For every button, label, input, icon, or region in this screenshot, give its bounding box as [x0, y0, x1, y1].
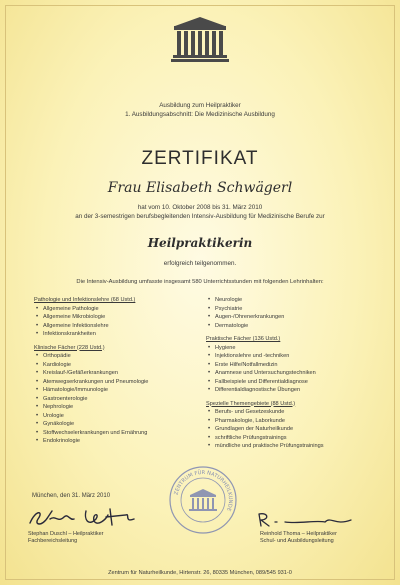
list-item: • Atemwegserkrankungen und Pneumologie — [34, 378, 209, 387]
list-item: • Allgemeine Pathologie — [34, 305, 209, 314]
header-line2: 1. Ausbildungsabschnitt: Die Medizinische Ausbildung — [125, 111, 275, 118]
list-item: • schriftliche Prüfungstrainings — [206, 434, 381, 443]
header-line1: Ausbildung zum Heilpraktiker — [159, 102, 241, 109]
signature-left — [26, 505, 141, 531]
signer-right-role: Schul- und Ausbildungsleitung — [260, 538, 334, 544]
list-item: • Hygiene — [206, 344, 381, 353]
list-item: • Endokrinologie — [34, 437, 209, 446]
list-item: • Pharmakologie, Laborkunde — [206, 417, 381, 426]
profession-title: Heilpraktikerin — [147, 236, 253, 250]
practical-list — [206, 344, 381, 395]
list-item: • Stoffwechselerkrankungen und Ernährung — [34, 429, 209, 438]
list-item: • Berufs- und Gesetzeskunde — [206, 408, 381, 417]
result-text: erfolgreich teilgenommen. — [163, 260, 237, 267]
clinical-list — [34, 352, 209, 446]
signer-left-name: Stephan Duschl – Heilpraktiker — [28, 531, 104, 537]
list-item: • Dermatologie — [206, 322, 381, 331]
list-item: • Hämatologie/Immunologie — [34, 386, 209, 395]
list-item: • Differentialdiagnostische Übungen — [206, 386, 381, 395]
curriculum-left-column — [34, 296, 209, 451]
section-heading-clinical: Klinische Fächer (228 Ustd.) — [34, 344, 105, 351]
list-item: • Allgemeine Infektionslehre — [34, 322, 209, 331]
certificate-title: ZERTIFIKAT — [141, 148, 259, 169]
seal-text: ZENTRUM FÜR NATURHEILKUNDE — [173, 469, 234, 512]
list-item: • Kreislauf-/Gefäßerkrankungen — [34, 369, 209, 378]
signer-right-name: Reinhold Thoma – Heilpraktiker — [260, 531, 337, 537]
list-item: • Grundlagen der Naturheilkunde — [206, 425, 381, 434]
list-item: • Infektionskrankheiten — [34, 330, 209, 339]
list-item: • Nephrologie — [34, 403, 209, 412]
section-heading-special: Spezielle Themengebiete (88 Ustd.) — [206, 400, 296, 407]
recipient-name: Frau Elisabeth Schwägerl — [107, 180, 293, 196]
section-heading-pathology: Pathologie und Infektionslehre (68 Ustd.) — [34, 297, 136, 303]
list-item: • Injektionslehre und -techniken — [206, 352, 381, 361]
section-heading-practical: Praktische Fächer (136 Ustd.) — [206, 336, 281, 342]
list-item: • Gynäkologie — [34, 420, 209, 429]
place-date: München, den 31. März 2010 — [32, 493, 111, 499]
scope-text: Die Intensiv-Ausbildung umfasste insgesamt 580 Unterrichtsstunden mit folgenden Lehrinhalten: — [76, 279, 324, 285]
pathology-list — [34, 305, 209, 339]
list-item: • Erste Hilfe/Notfallmedizin — [206, 361, 381, 370]
seal-temple-icon — [189, 489, 217, 511]
curriculum-right-column — [206, 296, 381, 456]
participation-period: hat vom 10. Oktober 2008 bis 31. März 2010 — [137, 204, 263, 211]
list-item: • Fallbeispiele und Differentialdiagnose — [206, 378, 381, 387]
clinical-continued-list — [206, 296, 381, 330]
list-item: • Psychiatrie — [206, 305, 381, 314]
list-item: • mündliche und praktische Prüfungstrainings — [206, 442, 381, 451]
school-seal — [168, 465, 238, 535]
special-list — [206, 408, 381, 451]
list-item: • Anamnese und Untersuchungstechniken — [206, 369, 381, 378]
list-item: • Allgemeine Mikrobiologie — [34, 313, 209, 322]
list-item: • Neurologie — [206, 296, 381, 305]
list-item: • Orthopädie — [34, 352, 209, 361]
participation-program: an der 3-semestrigen berufsbegleitenden Intensiv-Ausbildung für Medizinische Berufe zur — [75, 213, 325, 220]
signature-right — [255, 510, 355, 530]
signer-left-role: Fachbereichsleitung — [28, 538, 78, 544]
list-item: • Kardiologie — [34, 361, 209, 370]
list-item: • Gastroenterologie — [34, 395, 209, 404]
temple-logo-icon — [171, 14, 229, 64]
footer-address: Zentrum für Naturheilkunde, Hirtenstr. 26, 80335 München, 089/545 931-0 — [108, 570, 292, 576]
list-item: • Augen-/Ohrenerkrankungen — [206, 313, 381, 322]
list-item: • Urologie — [34, 412, 209, 421]
